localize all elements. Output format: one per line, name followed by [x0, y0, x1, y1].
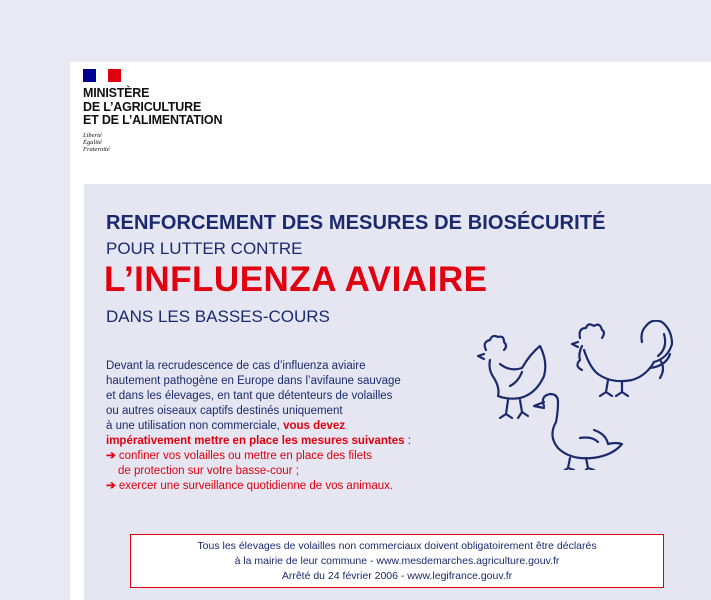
notice-line: Tous les élevages de volailles non commerciaux doivent obligatoirement être déclarés [197, 540, 597, 552]
body-line: et dans les élevages, en tant que détenteurs de volailles [106, 390, 393, 402]
flag-blue [83, 69, 96, 82]
measure-text: confiner vos volailles ou mettre en place des filets [118, 450, 372, 462]
declaration-notice [130, 534, 664, 588]
ministry-line: DE L’AGRICULTURE [83, 99, 202, 114]
body-text: à une utilisation non commerciale, [106, 420, 280, 432]
ministry-line: MINISTÈRE [83, 86, 150, 100]
poster-headline: L’INFLUENZA AVIAIRE [104, 260, 488, 299]
info-panel [84, 184, 711, 600]
ministry-header [83, 69, 222, 153]
body-text: : [404, 435, 411, 447]
poster-subtitle: POUR LUTTER CONTRE [106, 239, 303, 258]
marianne-flag-logo [83, 69, 121, 82]
poster-title: RENFORCEMENT DES MESURES DE BIOSÉCURITÉ [106, 212, 606, 234]
body-line [106, 434, 466, 449]
republic-motto [83, 132, 222, 153]
body-line: Devant la recrudescence de cas d’influenza aviaire [106, 360, 366, 372]
ministry-line: ET DE L’ALIMENTATION [83, 113, 223, 127]
poster-page [70, 62, 711, 600]
measure-text: exercer une surveillance quotidienne de vos animaux. [118, 480, 394, 492]
measure-item [106, 449, 466, 464]
advisory-text [106, 359, 466, 494]
rooster-icon [572, 321, 672, 396]
body-line [106, 419, 466, 434]
flag-red [108, 69, 121, 82]
flag-white [96, 69, 109, 82]
notice-line: à la mairie de leur commune - www.mesdemarches.agriculture.gouv.fr [234, 555, 560, 567]
arrow-right-icon: ➔ [106, 480, 116, 492]
poultry-illustration [464, 320, 704, 470]
measure-item [106, 479, 466, 494]
body-emphasis: vous devez [283, 420, 346, 432]
motto-line: Égalité [83, 138, 102, 146]
poster-subheadline: DANS LES BASSES-COURS [106, 307, 330, 326]
goose-icon [534, 394, 622, 470]
body-emphasis: impérativement mettre en place les mesures suivantes [106, 435, 405, 447]
motto-line: Fraternité [83, 145, 110, 153]
arrow-right-icon: ➔ [106, 450, 116, 462]
body-line: ou autres oiseaux captifs destinés uniquement [106, 405, 343, 417]
motto-line: Liberté [83, 131, 102, 139]
measure-item-continued: de protection sur votre basse-cour ; [118, 465, 299, 477]
notice-line: Arrêté du 24 février 2006 - www.legifrance.gouv.fr [281, 570, 513, 582]
ministry-name [83, 87, 222, 128]
body-line: hautement pathogène en Europe dans l’avifaune sauvage [106, 375, 401, 387]
